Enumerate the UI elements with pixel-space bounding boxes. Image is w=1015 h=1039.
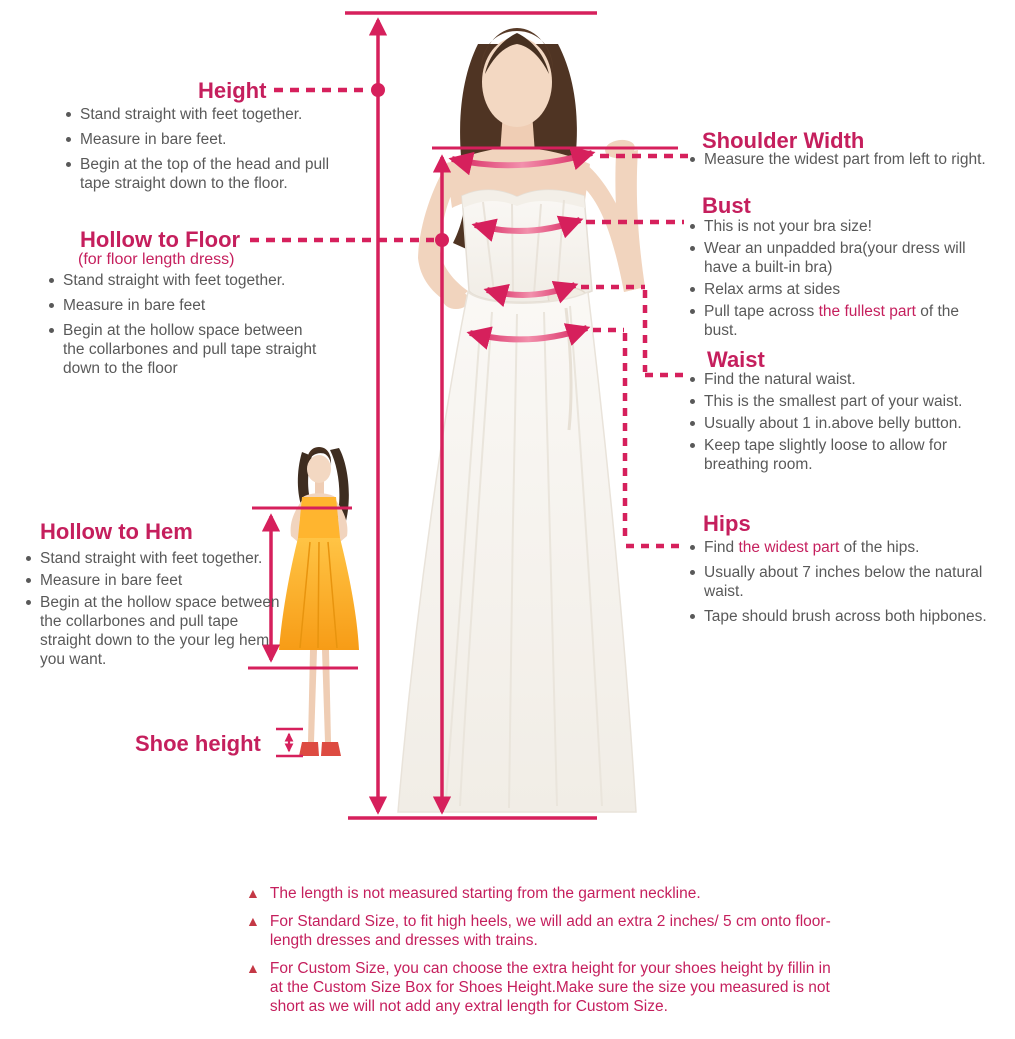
list-item: Wear an unpadded bra(your dress will have a built-in bra) xyxy=(686,239,988,277)
list-item: Stand straight with feet together. xyxy=(45,271,327,290)
highlight-text: the fullest part xyxy=(818,303,916,320)
list-item: Usually about 1 in.above belly button. xyxy=(686,414,998,433)
list-item: Measure in bare feet xyxy=(22,571,284,590)
main-model-illustration xyxy=(398,28,645,812)
model-head xyxy=(482,37,552,127)
hollow-connector-dot xyxy=(435,233,449,247)
small-model-right-leg xyxy=(322,650,331,742)
note-item xyxy=(246,959,846,1016)
list-item: Measure in bare feet xyxy=(45,296,327,315)
list-item: Keep tape slightly loose to allow for breathing room. xyxy=(686,436,998,474)
height-connector-dot xyxy=(371,83,385,97)
footer-notes xyxy=(246,884,846,1025)
list-item: Tape should brush across both hipbones. xyxy=(686,607,1008,626)
bust-instructions xyxy=(686,217,988,343)
hollow-to-hem-section-title: Hollow to Hem xyxy=(40,519,193,544)
list-item: Stand straight with feet together. xyxy=(62,105,330,124)
hips-section-title: Hips xyxy=(703,511,751,536)
list-item: Pull tape across the fullest part of the bust. xyxy=(686,302,988,340)
list-item: Stand straight with feet together. xyxy=(22,549,284,568)
note-item xyxy=(246,912,846,950)
shoe-height-section-title: Shoe height xyxy=(135,731,261,756)
bust-section-title: Bust xyxy=(702,193,751,218)
height-section-title: Height xyxy=(198,78,267,103)
small-model-left-leg xyxy=(308,650,317,742)
note-triangle-icon: ▲ xyxy=(246,885,260,901)
small-model-right-shoe xyxy=(321,742,341,756)
list-item: This is not your bra size! xyxy=(686,217,988,236)
waist-section-title: Waist xyxy=(707,347,765,372)
note-text: For Standard Size, to fit high heels, we will add an extra 2 inches/ 5 cm onto floor-length dresses and dresses with trains. xyxy=(269,913,831,949)
hips-instructions xyxy=(686,538,1008,632)
list-item: Usually about 7 inches below the natural waist. xyxy=(686,563,1008,601)
waist-instructions xyxy=(686,370,998,477)
hollow-to-floor-section-title: Hollow to Floor xyxy=(80,227,241,252)
hollow-to-floor-instructions xyxy=(45,271,327,384)
list-item: Find the natural waist. xyxy=(686,370,998,389)
note-triangle-icon: ▲ xyxy=(246,960,260,976)
note-item xyxy=(246,884,846,903)
shoulder-width-section-title: Shoulder Width xyxy=(702,128,865,153)
height-instructions xyxy=(62,105,330,199)
list-item: Find the widest part of the hips. xyxy=(686,538,1008,557)
note-text: The length is not measured starting from the garment neckline. xyxy=(269,885,701,902)
list-item: Begin at the hollow space between the collarbones and pull tape straight down to the your leg hem you want. xyxy=(22,593,284,669)
shoulder-width-instructions xyxy=(686,150,1012,175)
highlight-text: the widest part xyxy=(738,539,840,556)
hollow-to-hem-instructions xyxy=(22,549,284,672)
small-dress-bodice xyxy=(298,497,340,538)
small-model-head xyxy=(307,455,331,483)
hollow-to-floor-subtitle: (for floor length dress) xyxy=(78,251,235,268)
note-triangle-icon: ▲ xyxy=(246,913,260,929)
list-item: Begin at the top of the head and pull tape straight down to the floor. xyxy=(62,155,330,193)
list-item: This is the smallest part of your waist. xyxy=(686,392,998,411)
small-model-left-shoe xyxy=(299,742,319,756)
small-model-illustration xyxy=(279,447,359,756)
note-text: For Custom Size, you can choose the extra height for your shoes height by fillin in at the Custom Size Box for Shoes Height.Make sure the size you measured is not short as we will not add any extral length for Custom Size. xyxy=(269,960,831,1015)
list-item: Begin at the hollow space between the collarbones and pull tape straight down to the floor xyxy=(45,321,327,378)
dress-skirt xyxy=(398,292,636,812)
list-item: Measure in bare feet. xyxy=(62,130,330,149)
list-item: Measure the widest part from left to right. xyxy=(686,150,1012,169)
list-item: Relax arms at sides xyxy=(686,280,988,299)
